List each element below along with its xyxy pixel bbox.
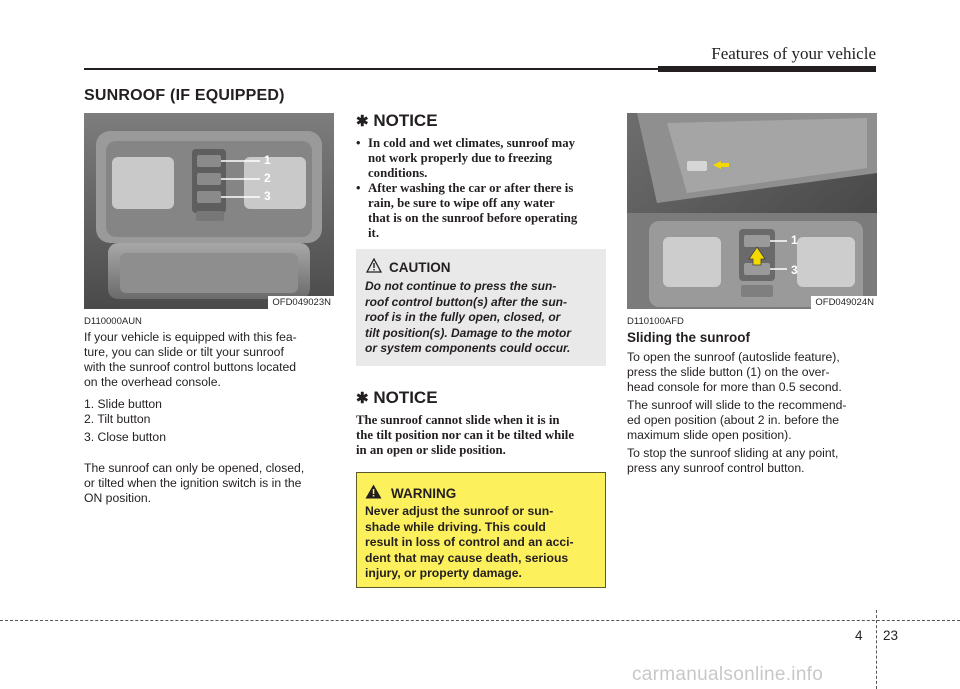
section-title: SUNROOF (IF EQUIPPED) bbox=[84, 87, 285, 104]
callout-3: 3 bbox=[791, 263, 798, 277]
callout-1: 1 bbox=[791, 233, 798, 247]
callout-1: 1 bbox=[264, 153, 271, 167]
text-line: To stop the sunroof sliding at any point, bbox=[627, 446, 839, 460]
text-line: shade while driving. This could bbox=[365, 519, 546, 534]
text-line: The sunroof will slide to the recommend- bbox=[627, 398, 847, 412]
notice-title: NOTICE bbox=[373, 111, 438, 130]
bullet-item: • After washing the car or after there is rain, be sure to wipe off any water that is on the sunroof before operating it. bbox=[356, 181, 578, 240]
text-line: roof is in the fully open, closed, or bbox=[365, 310, 561, 324]
footer-rule bbox=[0, 620, 960, 621]
sunroof-photo bbox=[627, 113, 877, 309]
header-title: Features of your vehicle bbox=[711, 44, 876, 63]
overhead-console-photo bbox=[84, 113, 334, 309]
list-item-slide: 1. Slide button bbox=[84, 397, 162, 411]
text-line: injury, or property damage. bbox=[365, 566, 522, 580]
photo-label: OFD049023N bbox=[268, 296, 334, 309]
paragraph-3 bbox=[627, 446, 879, 476]
text-line: The sunroof cannot slide when it is in bbox=[356, 413, 560, 427]
notice-heading bbox=[356, 111, 438, 131]
callout-2: 2 bbox=[264, 171, 271, 185]
text-line: ture, you can slide or tilt your sunroof bbox=[84, 345, 284, 359]
text-line: that is on the sunroof before operating bbox=[368, 211, 578, 225]
text-line: head console for more than 0.5 second. bbox=[627, 380, 842, 394]
caution-icon bbox=[366, 258, 382, 278]
photo-label: OFD049024N bbox=[811, 296, 877, 309]
notice2-text bbox=[356, 413, 606, 458]
paragraph-2 bbox=[627, 398, 879, 443]
asterisk-icon: ✱ bbox=[356, 390, 369, 407]
text-line: with the sunroof control buttons located bbox=[84, 360, 297, 374]
footer-divider bbox=[876, 610, 877, 689]
intro-paragraph bbox=[84, 330, 336, 390]
text-line: maximum slide open position). bbox=[627, 428, 792, 442]
text-line: Never adjust the sunroof or sun- bbox=[365, 504, 554, 518]
list-item-tilt: 2. Tilt button bbox=[84, 412, 151, 426]
text-line: result in loss of control and an acci- bbox=[365, 535, 574, 549]
text-line: The sunroof can only be opened, closed, bbox=[84, 461, 305, 475]
outro-paragraph bbox=[84, 461, 336, 506]
text-line: conditions. bbox=[368, 166, 428, 180]
text-line: it. bbox=[368, 226, 380, 240]
text-line: in an open or slide position. bbox=[356, 443, 506, 457]
text-line: not work properly due to freezing bbox=[368, 151, 552, 165]
page-number: 23 bbox=[883, 628, 899, 643]
warning-icon bbox=[365, 484, 382, 504]
text-line: the tilt position nor can it be tilted while bbox=[356, 428, 575, 442]
text-line: on the overhead console. bbox=[84, 375, 221, 389]
sub-heading: Sliding the sunroof bbox=[627, 330, 750, 345]
chapter-number: 4 bbox=[855, 628, 863, 643]
text-line: After washing the car or after there is bbox=[368, 181, 574, 195]
text-line: or tilted when the ignition switch is in the bbox=[84, 476, 302, 490]
list-item-close: 3. Close button bbox=[84, 430, 166, 444]
text-line: To open the sunroof (autoslide feature), bbox=[627, 350, 840, 364]
text-line: press any sunroof control button. bbox=[627, 461, 805, 475]
text-line: If your vehicle is equipped with this fea- bbox=[84, 330, 297, 344]
warning-text bbox=[365, 504, 601, 582]
callout-3: 3 bbox=[264, 189, 271, 203]
warning-box bbox=[356, 472, 606, 588]
notice-bullets bbox=[356, 136, 604, 241]
caution-box bbox=[356, 249, 606, 366]
text-line: ed open position (about 2 in. before the bbox=[627, 413, 840, 427]
text-line: In cold and wet climates, sunroof may bbox=[368, 136, 576, 150]
text-line: ON position. bbox=[84, 491, 152, 505]
paragraph-1 bbox=[627, 350, 879, 395]
bullet-item: • In cold and wet climates, sunroof may not work properly due to freezing conditions. bbox=[356, 136, 576, 180]
text-line: roof control button(s) after the sun- bbox=[365, 294, 567, 309]
text-line: Do not continue to press the sun- bbox=[365, 279, 557, 293]
notice-title: NOTICE bbox=[373, 388, 438, 407]
section-code: D110000AUN bbox=[84, 316, 142, 327]
notice-heading-2 bbox=[356, 388, 438, 408]
section-code: D110100AFD bbox=[627, 316, 684, 327]
watermark: carmanualsonline.info bbox=[632, 664, 824, 685]
text-line: tilt position(s). Damage to the motor bbox=[365, 325, 571, 340]
header-bar bbox=[658, 66, 876, 72]
text-line: or system components could occur. bbox=[365, 341, 571, 355]
text-line: press the slide button (1) on the over- bbox=[627, 365, 830, 379]
warning-title: WARNING bbox=[391, 486, 457, 501]
caution-text bbox=[365, 279, 601, 357]
asterisk-icon: ✱ bbox=[356, 113, 369, 130]
text-line: dent that may cause death, serious bbox=[365, 550, 569, 565]
caution-title: CAUTION bbox=[389, 260, 451, 275]
text-line: rain, be sure to wipe off any water bbox=[368, 196, 555, 210]
